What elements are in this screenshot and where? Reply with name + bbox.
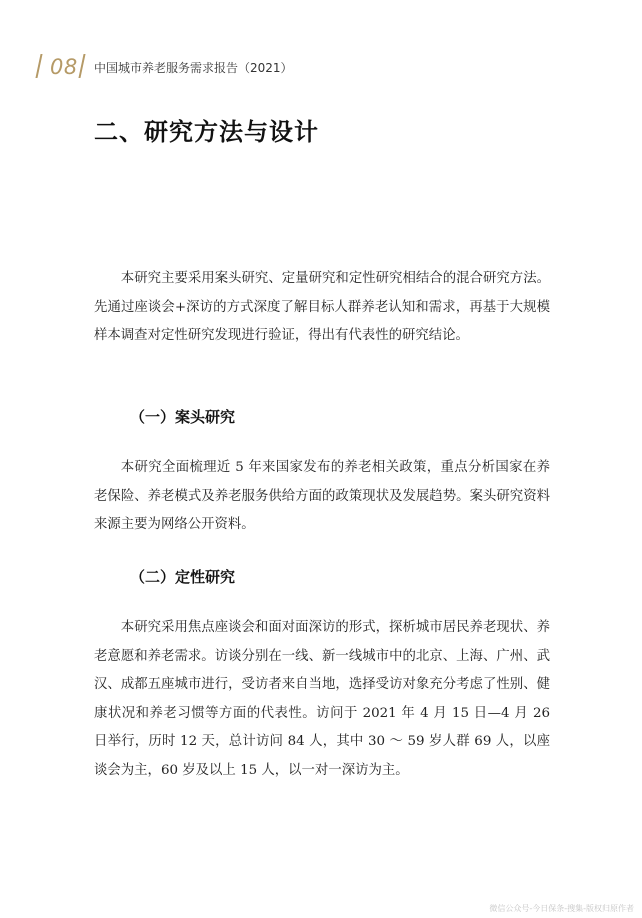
intro-paragraph: 本研究主要采用案头研究、定量研究和定性研究相结合的混合研究方法。先通过座谈会+深访的方式深度了解目标人群养老认知和需求，再基于大规模样本调查对定性研究发现进行验证，得出有代表性的研究结论。 <box>94 271 550 343</box>
header-divider-right <box>78 54 85 78</box>
watermark: 微信公众号-今日保条-搜集-版权归原作者 <box>489 904 634 913</box>
section-title-qualitative-research: （二）定性研究 <box>130 568 236 586</box>
page-number: 08 <box>50 55 78 79</box>
section-body-desk-research: 本研究全面梳理近 5 年来国家发布的养老相关政策，重点分析国家在养老保险、养老模式及养老服务供给方面的政策现状及发展趋势。案头研究资料来源主要为网络公开资料。 <box>94 460 550 532</box>
header-divider-left <box>35 54 42 78</box>
chapter-title: 二、研究方法与设计 <box>94 118 319 146</box>
section-body-qualitative-research: 本研究采用焦点座谈会和面对面深访的形式，探析城市居民养老现状、养老意愿和养老需求。访谈分别在一线、新一线城市中的北京、上海、广州、武汉、成都五座城市进行，受访者来自当地，选择受访对象充分考虑了性别、健康状况和养老习惯等方面的代表性。访问于 2021 年 4 月 15 日—4 月 26 日举行，历时 12 天，总计访问 84 人，其中 30 ～ 59 岁人群 69 人，以座谈会为主，60 岁及以上 15 人，以一对一深访为主。 <box>94 620 550 778</box>
report-title: 中国城市养老服务需求报告（2021） <box>94 61 293 75</box>
section-title-desk-research: （一）案头研究 <box>130 408 236 426</box>
